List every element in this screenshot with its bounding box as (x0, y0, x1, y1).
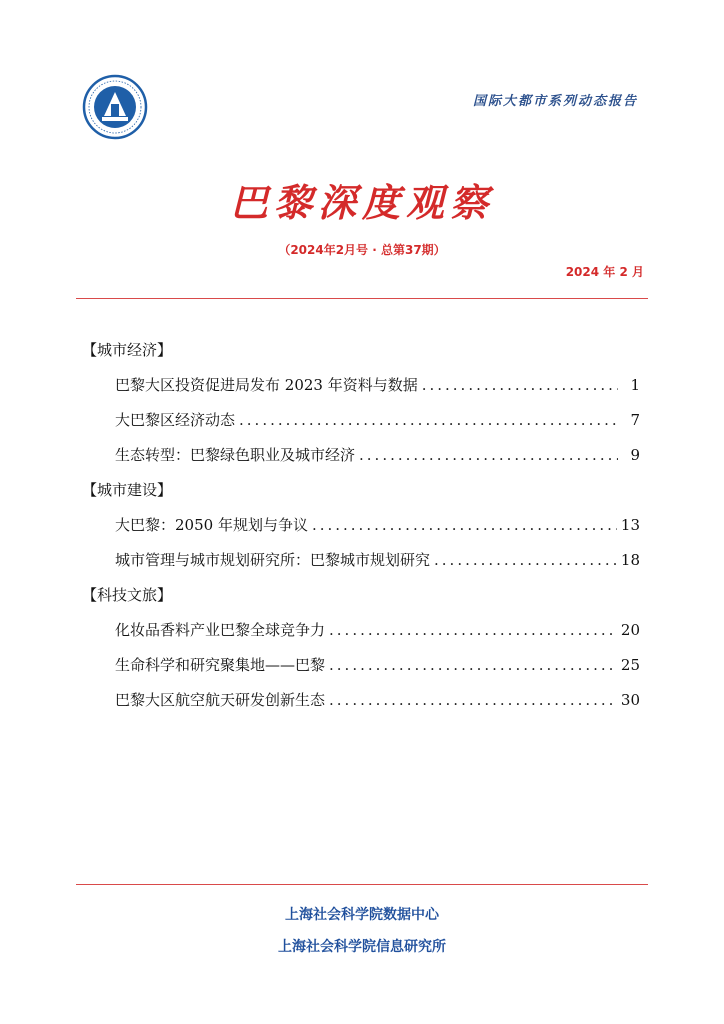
toc-leader-dots (434, 548, 617, 573)
toc-leader-dots (239, 408, 618, 433)
publish-date: 2024 年 2 月 (565, 265, 644, 279)
toc-entry[interactable] (82, 443, 640, 478)
toc-section-economy: 【城市经济】 (82, 341, 173, 359)
toc-entry-page: 7 (630, 411, 640, 429)
toc-section-tech-culture: 【科技文旅】 (82, 586, 173, 604)
toc-entry-title: 生命科学和研究聚集地——巴黎 (115, 656, 326, 674)
toc-leader-dots (312, 513, 617, 538)
toc-entry-page: 18 (620, 551, 640, 569)
toc-entry-page: 1 (630, 376, 640, 394)
toc-entry[interactable] (82, 373, 640, 408)
toc-entry-page: 30 (620, 691, 640, 709)
toc-entry-title: 大巴黎区经济动态 (115, 411, 236, 429)
toc-section-construction: 【城市建设】 (82, 481, 173, 499)
toc-leader-dots (329, 653, 617, 678)
toc-entry-page: 20 (620, 621, 640, 639)
toc-entry[interactable] (82, 548, 640, 583)
toc-entry-title: 巴黎大区投资促进局发布 2023 年资料与数据 (115, 376, 418, 394)
academy-seal-logo (82, 74, 148, 140)
toc-entry[interactable] (82, 408, 640, 443)
top-divider (76, 298, 648, 299)
bottom-divider (76, 884, 648, 885)
toc-entry-page: 25 (620, 656, 640, 674)
publisher-info-institute: 上海社会科学院信息研究所 (278, 939, 446, 955)
toc-leader-dots (329, 688, 617, 713)
academy-seal-icon (82, 74, 148, 140)
toc-entry[interactable] (82, 513, 640, 548)
issue-number: （2024年2月号 · 总第37期） (278, 243, 446, 257)
toc-entry[interactable] (82, 618, 640, 653)
toc-entry-title: 化妆品香料产业巴黎全球竞争力 (115, 621, 326, 639)
toc-entry-title: 大巴黎：2050 年规划与争议 (115, 516, 308, 534)
publisher-data-center: 上海社会科学院数据中心 (285, 907, 439, 923)
toc-leader-dots (329, 618, 617, 643)
series-label: 国际大都市系列动态报告 (472, 94, 638, 109)
toc-entry-title: 城市管理与城市规划研究所：巴黎城市规划研究 (115, 551, 431, 569)
toc-leader-dots (422, 373, 618, 398)
table-of-contents (82, 338, 640, 723)
report-title: 巴黎深度观察 (229, 180, 494, 225)
toc-entry-page: 13 (620, 516, 640, 534)
toc-entry[interactable] (82, 653, 640, 688)
toc-entry[interactable] (82, 688, 640, 723)
toc-leader-dots (359, 443, 618, 468)
toc-entry-title: 生态转型：巴黎绿色职业及城市经济 (115, 446, 356, 464)
toc-entry-title: 巴黎大区航空航天研发创新生态 (115, 691, 326, 709)
toc-entry-page: 9 (630, 446, 640, 464)
